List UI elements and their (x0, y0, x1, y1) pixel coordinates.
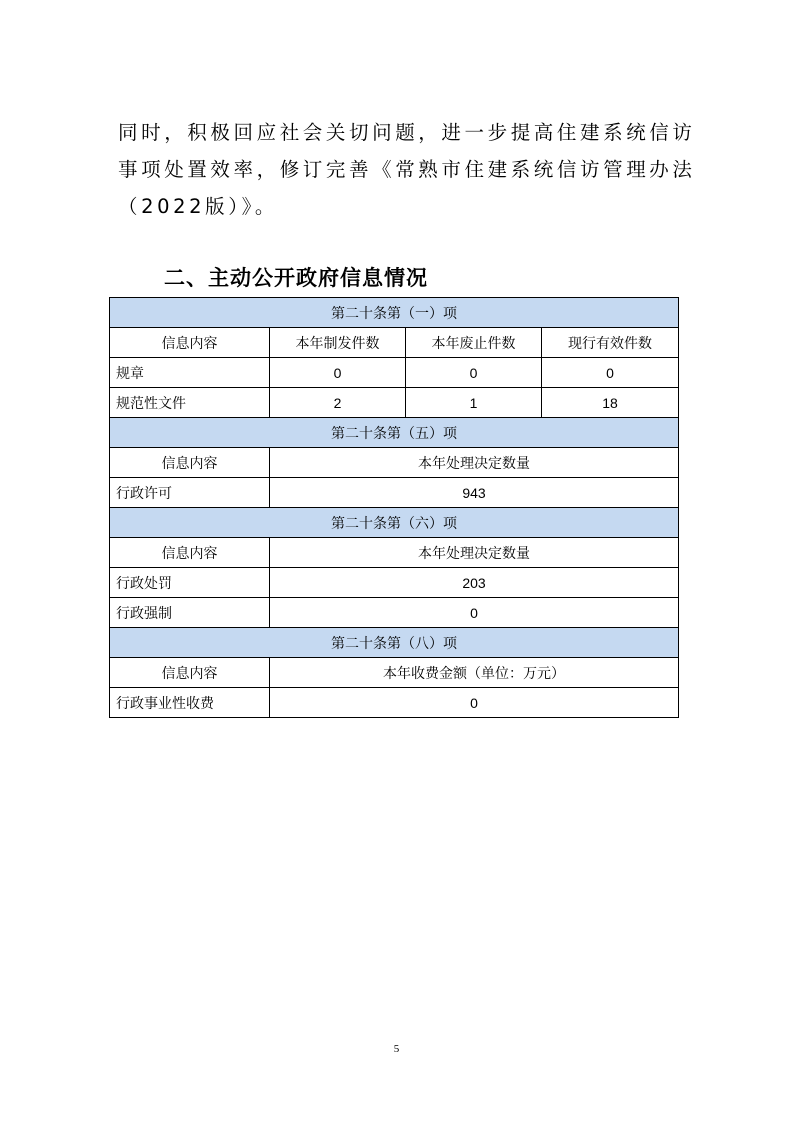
table-row (110, 568, 679, 598)
section-header-row (110, 628, 679, 658)
table-cell: 2 (270, 388, 406, 418)
column-header-row (110, 328, 679, 358)
column-header-row (110, 448, 679, 478)
body-paragraph (118, 114, 696, 225)
section-title: 第二十条第（一）项 (110, 298, 679, 328)
table-row (110, 358, 679, 388)
column-header-row (110, 538, 679, 568)
section-header-row (110, 418, 679, 448)
column-header: 本年处理决定数量 (270, 538, 679, 568)
table-cell: 1 (406, 388, 542, 418)
paragraph-line: 同时，积极回应社会关切问题，进一步提高住建系统信访 (118, 121, 696, 144)
row-label: 行政强制 (110, 598, 270, 628)
column-header: 本年处理决定数量 (270, 448, 679, 478)
table-cell: 943 (270, 478, 679, 508)
column-header-row (110, 658, 679, 688)
column-header: 信息内容 (110, 658, 270, 688)
table-row (110, 478, 679, 508)
table-row (110, 688, 679, 718)
paragraph-line: （2022版）》。 (118, 195, 279, 218)
column-header: 本年制发件数 (270, 328, 406, 358)
row-label: 规范性文件 (110, 388, 270, 418)
table-cell: 203 (270, 568, 679, 598)
section-heading: 二、主动公开政府信息情况 (164, 266, 428, 290)
column-header: 本年废止件数 (406, 328, 542, 358)
row-label: 行政处罚 (110, 568, 270, 598)
page-number: 5 (393, 1043, 400, 1055)
section-header-row (110, 298, 679, 328)
table-cell: 0 (406, 358, 542, 388)
column-header: 信息内容 (110, 448, 270, 478)
paragraph-line: 事项处置效率，修订完善《常熟市住建系统信访管理办法 (118, 158, 696, 181)
table-row (110, 598, 679, 628)
table-cell: 0 (542, 358, 679, 388)
table-cell: 0 (270, 598, 679, 628)
table-cell: 18 (542, 388, 679, 418)
section-title: 第二十条第（五）项 (110, 418, 679, 448)
table-cell: 0 (270, 358, 406, 388)
section-header-row (110, 508, 679, 538)
row-label: 规章 (110, 358, 270, 388)
row-label: 行政许可 (110, 478, 270, 508)
table-row (110, 388, 679, 418)
section-title: 第二十条第（八）项 (110, 628, 679, 658)
column-header: 现行有效件数 (542, 328, 679, 358)
column-header: 信息内容 (110, 538, 270, 568)
column-header: 本年收费金额（单位：万元） (270, 658, 679, 688)
row-label: 行政事业性收费 (110, 688, 270, 718)
column-header: 信息内容 (110, 328, 270, 358)
disclosure-table (109, 297, 679, 718)
table-cell: 0 (270, 688, 679, 718)
section-title: 第二十条第（六）项 (110, 508, 679, 538)
